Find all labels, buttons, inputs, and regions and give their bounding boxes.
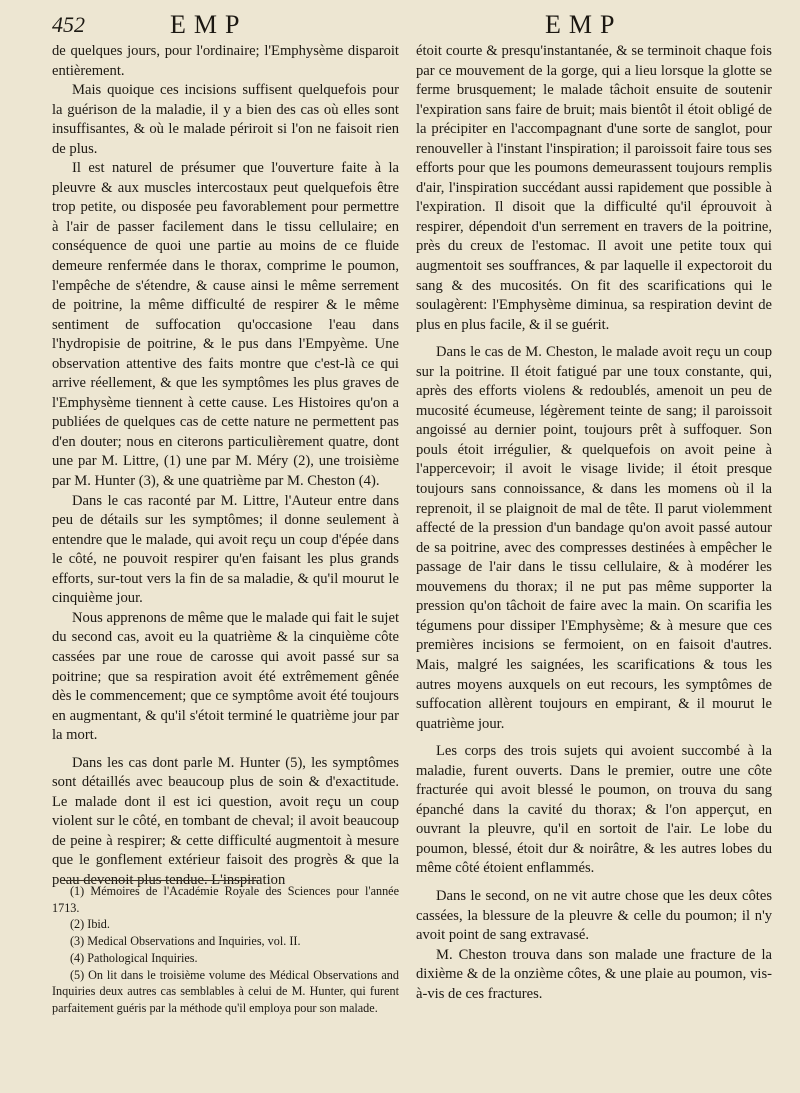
paragraph: Dans le cas de M. Cheston, le malade avoit reçu un coup sur la poitrine. Il étoit fatigué par une toux constante, qui, après des efforts violens & redoublés, amenoit un peu de mucosité écumeuse, légèrement teinte de sang; il paroissoit angoissé au dernier point, toujours prêt à suffoquer. Son pouls étoit irrégulier, & quelquefois on avoit peine à l'appercevoir; il avoit le visage livide; il étoit presque toujours sans connoissance, & dans les momens où il la reprenoit, il se plaignoit de mal de tête. Il parut violemment affecté de la pression d'un bandage qu'on avoit passé autour de sa poitrine, avec des compresses destinées à empêcher le passage de l'air dans le tissu cellulaire, & à modérer les mouvemens du thorax; il ne put pas même supporter la pression qu'on tâchoit de faire avec la main. On scarifia les tégumens pour dissiper l'Emphysème; & à mesure que ces premières incisions se fermoient, on en faisoit d'autres. Mais, malgré les saignées, les scarifications & tous les autres moyens auxquels on eut recours, les symptômes de suffocation allèrent toujours en empirant, & il mourut le quatrième jour. [416, 344, 772, 732]
footnote-rule [60, 880, 260, 881]
paragraph: Dans le cas raconté par M. Littre, l'Auteur entre dans peu de détails sur les symptômes; il donne seulement à entendre que le malade, qui avoit reçu un coup d'épée dans le côté, ne pouvoit respirer qu'en faisant les plus grands efforts, sur-tout vers la fin de sa maladie, & qu'il mourut le cinquième jour. [52, 492, 399, 607]
footnote: (2) Ibid. [70, 917, 110, 932]
footnotes [52, 883, 399, 1017]
paragraph: Mais quoique ces incisions suffisent quelquefois pour la guérison de la maladie, il y a bien des cas où elles sont insuffisantes, & où le malade périroit si l'on ne faisoit rien de plus. [52, 82, 399, 157]
left-column [52, 42, 399, 891]
running-head-left: EMP [170, 10, 248, 39]
footnote: (5) On lit dans le troisième volume des Médical Observations and Inquiries deux autres cas semblables à celui de M. Hunter, qui furent parfaitement guéris par la méthode qu'il employa pour son malade. [52, 967, 399, 1015]
page-number: 452 [52, 12, 85, 37]
paragraph: Dans le second, on ne vit autre chose que les deux côtes cassées, la blessure de la pleuvre & celle du poumon; il n'y avoit point de sang extravasé. [416, 887, 772, 944]
paragraph: M. Cheston trouva dans son malade une fracture de la dixième & de la onzième côtes, & une plaie au poumon, vis-à-vis de ces fractures. [416, 946, 772, 1002]
page-header [0, 8, 800, 44]
paragraph: Les corps des trois sujets qui avoient succombé à la maladie, furent ouverts. Dans le premier, outre une côte fracturée qui avoit blessé le poumon, on trouva du sang épanché dans la cavité du thorax; & l'on apperçut, en ouvrant la pleuvre, qu'il en sortoit de l'air. Le lobe du poumon, blessé, étoit dur & noirâtre, & les autres lobes du même côté étoient enflammés. [416, 743, 772, 877]
paragraph: étoit courte & presqu'instantanée, & se terminoit chaque fois par ce mouvement de la gorge, qui a lieu lorsque la glotte se ferme brusquement; le malade tâchoit ensuite de soutenir l'expiration sans faire de bruit; mais bientôt il étoit obligé de la précipiter en l'accompagnant d'une sorte de sanglot, pour renouveller à l'instant l'inspiration; il paroissoit faire tous ses efforts pour que les poumons demeurassent toujours remplis d'air, l'inspiration succédant aussi rapidement que possible à l'expiration. Il disoit que la difficulté qu'il éprouvoit à respirer, dépendoit d'un serrement en travers de la poitrine, près du creux de l'estomac. Il avoit une petite toux qui augmentoit ses souffrances, & par laquelle il expectoroit du sang & des mucosités. On fit des scarifications qui le soulagèrent: l'Emphysème diminua, sa respiration devint de plus en plus facile, & il se guérit. [416, 43, 772, 333]
footnote: (4) Pathological Inquiries. [70, 950, 198, 965]
right-column [416, 42, 772, 1004]
paragraph: Il est naturel de présumer que l'ouverture faite à la pleuvre & aux muscles intercostaux peut quelquefois être trop petite, ou disposée peu favorablement pour permettre à l'air de passer facilement dans le tissu cellulaire; en conséquence de quoi une partie au moins de ce fluide demeure renfermée dans le thorax, comprime le poumon, l'empêche de s'étendre, & cause ainsi le même serrement de poitrine, la même difficulté de respirer & le même sentiment de suffocation qu'occasione l'eau dans l'hydropisie de poitrine, & le pus dans l'Empyème. Une observation attentive des faits montre que c'est-là ce qui arrive réellement, & que les symptômes les plus graves de l'Emphysème tiennent à cette cause. Les Histoires qu'on a publiées de quelques cas de cette nature ne permettent pas d'en douter; nous en citerons particulièrement quatre, dont une par M. Littre, (1) une par M. Méry (2), une troisième par M. Hunter (3), & une quatrième par M. Cheston (4). [52, 160, 399, 490]
running-head-right: EMP [545, 10, 623, 39]
footnote: (3) Medical Observations and Inquiries, vol. II. [70, 934, 301, 949]
paragraph: Nous apprenons de même que le malade qui fait le sujet du second cas, avoit eu la quatrième & la cinquième côte cassées par une roue de carosse qui avoit passé sur sa poitrine; que sa respiration avoit été extrêmement gênée dès le commencement; que ce symptôme avoit été toujours en augmentant, & qu'il s'étoit terminé le quatrième jour par la mort. [52, 609, 399, 744]
footnote: (1) Mémoires de l'Académie Royale des Sciences pour l'année 1713. [52, 884, 399, 915]
paragraph: de quelques jours, pour l'ordinaire; l'Emphysème disparoit entièrement. [52, 43, 399, 79]
paragraph: Dans les cas dont parle M. Hunter (5), les symptômes sont détaillés avec beaucoup plus de soin & d'exactitude. Le malade dont il est ici question, avoit reçu un coup violent sur le côté, en tombant de cheval; il avoit beaucoup de peine à respirer; & cette difficulté augmentoit à mesure que le gonflement extérieur faisoit des progrès & que la peau devenoit plus tendue. L'inspiration [52, 754, 399, 888]
